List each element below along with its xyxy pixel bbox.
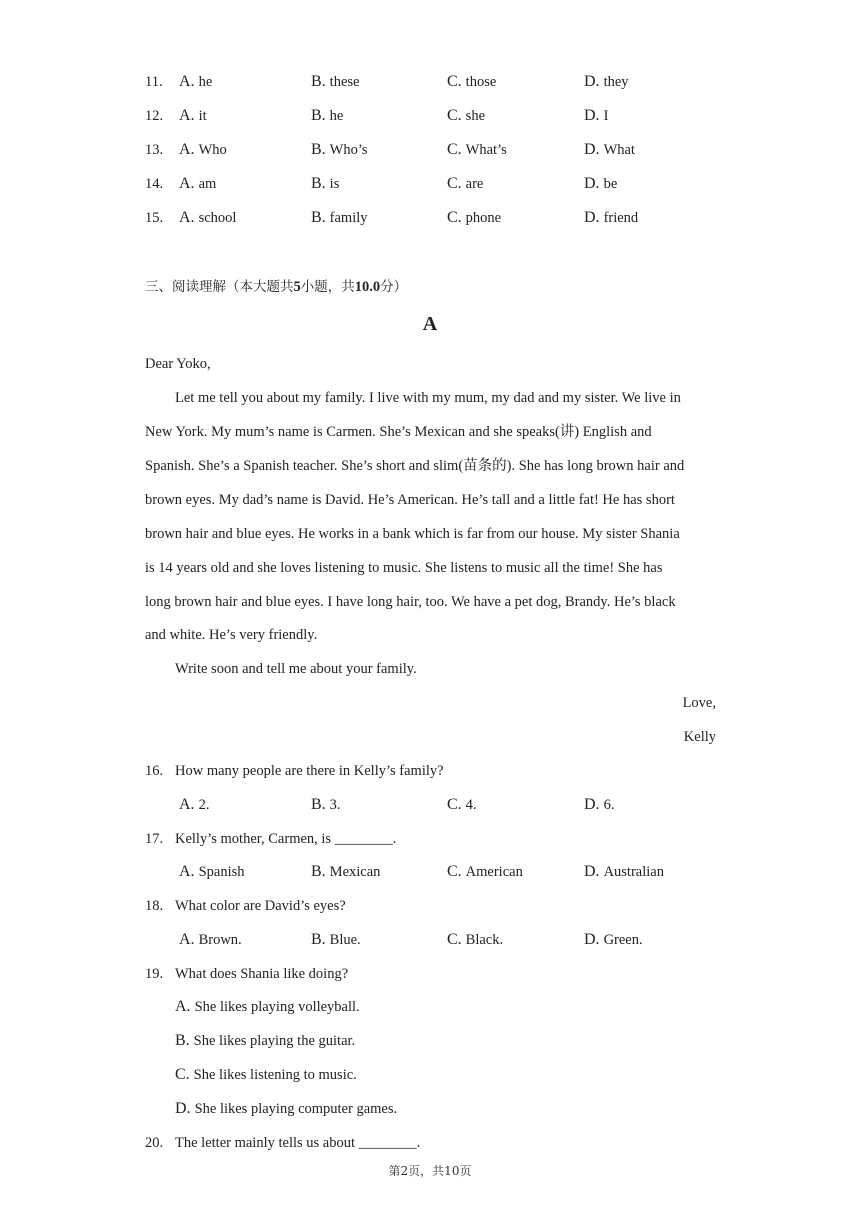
option-b: B. is <box>311 175 340 192</box>
question-number: 13. <box>145 142 164 158</box>
question-19 <box>145 964 745 984</box>
option-d: D. they <box>584 73 629 90</box>
question-number: 18. <box>145 898 164 914</box>
question-number: 15. <box>145 210 164 226</box>
option-a: A. it <box>179 107 207 124</box>
option-a: A. Who <box>179 141 227 158</box>
letter-signoff: Love, <box>682 695 716 711</box>
option-a: A. She likes playing volleyball. <box>175 998 360 1015</box>
question-14 <box>145 174 745 194</box>
question-12 <box>145 106 745 126</box>
option-a: A. Spanish <box>179 863 245 880</box>
question-20 <box>145 1133 745 1153</box>
section-heading: 三、阅读理解（本大题共5小题，共10.0分） <box>145 279 408 295</box>
option-c: C. she <box>447 107 486 124</box>
option-b: B. he <box>311 107 344 124</box>
option-b: B. Who’s <box>311 141 368 158</box>
question-number: 17. <box>145 831 164 847</box>
option-c: C. American <box>447 863 523 880</box>
option-d: D. Green. <box>584 931 643 948</box>
option-c: C. 4. <box>447 796 477 813</box>
option-c: C. are <box>447 175 484 192</box>
option-d: D. What <box>584 141 635 158</box>
option-b: B. Mexican <box>311 863 381 880</box>
option-d: D. 6. <box>584 796 615 813</box>
passage-line: brown eyes. My dad’s name is David. He’s American. He’s tall and a little fat! He has short <box>145 492 675 508</box>
passage-line: brown hair and blue eyes. He works in a bank which is far from our house. My sister Shania <box>145 526 680 542</box>
question-18 <box>145 896 745 916</box>
question-text: What does Shania like doing? <box>175 966 349 982</box>
option-d: D. be <box>584 175 618 192</box>
question-text: The letter mainly tells us about ________. <box>175 1135 421 1151</box>
option-d: D. friend <box>584 209 639 226</box>
passage-line: long brown hair and blue eyes. I have long hair, too. We have a pet dog, Brandy. He’s black <box>145 594 676 610</box>
option-b: B. She likes playing the guitar. <box>175 1032 356 1049</box>
option-b: B. these <box>311 73 360 90</box>
option-a: A. school <box>179 209 237 226</box>
letter-greeting: Dear Yoko, <box>145 356 211 372</box>
question-number: 20. <box>145 1135 164 1151</box>
passage-line: New York. My mum’s name is Carmen. She’s Mexican and she speaks(讲) English and <box>145 424 652 440</box>
passage-line: is 14 years old and she loves listening to music. She listens to music all the time! She has <box>145 560 663 576</box>
letter-closing-line: Write soon and tell me about your family. <box>175 661 417 677</box>
option-a: A. he <box>179 73 213 90</box>
question-17-options <box>145 862 745 882</box>
option-c: C. phone <box>447 209 502 226</box>
option-a: A. 2. <box>179 796 210 813</box>
passage-line: Spanish. She’s a Spanish teacher. She’s short and slim(苗条的). She has long brown hair and <box>145 458 685 474</box>
question-text: Kelly’s mother, Carmen, is ________. <box>175 831 397 847</box>
option-d: D. I <box>584 107 609 124</box>
letter-signature: Kelly <box>683 729 716 745</box>
option-c: C. those <box>447 73 497 90</box>
passage-line: Let me tell you about my family. I live with my mum, my dad and my sister. We live in <box>175 390 681 406</box>
passage-line: and white. He’s very friendly. <box>145 627 318 643</box>
question-13 <box>145 140 745 160</box>
question-15 <box>145 208 745 228</box>
question-16-options <box>145 795 745 815</box>
option-a: A. Brown. <box>179 931 242 948</box>
option-b: B. Blue. <box>311 931 361 948</box>
option-a: A. am <box>179 175 217 192</box>
question-number: 16. <box>145 763 164 779</box>
option-c: C. Black. <box>447 931 504 948</box>
question-18-options <box>145 930 745 950</box>
question-11 <box>145 72 745 92</box>
question-number: 14. <box>145 176 164 192</box>
page-footer: 第2页，共10页 <box>388 1164 472 1178</box>
question-number: 12. <box>145 108 164 124</box>
option-c: C. What’s <box>447 141 507 158</box>
question-number: 11. <box>145 74 163 90</box>
question-17 <box>145 829 745 849</box>
option-d: D. She likes playing computer games. <box>175 1100 398 1117</box>
question-text: What color are David’s eyes? <box>175 898 346 914</box>
question-text: How many people are there in Kelly’s family? <box>175 763 444 779</box>
passage-title: A <box>422 313 438 335</box>
option-d: D. Australian <box>584 863 664 880</box>
question-number: 19. <box>145 966 164 982</box>
option-b: B. 3. <box>311 796 341 813</box>
question-16 <box>145 761 745 781</box>
option-c: C. She likes listening to music. <box>175 1066 357 1083</box>
option-b: B. family <box>311 209 368 226</box>
